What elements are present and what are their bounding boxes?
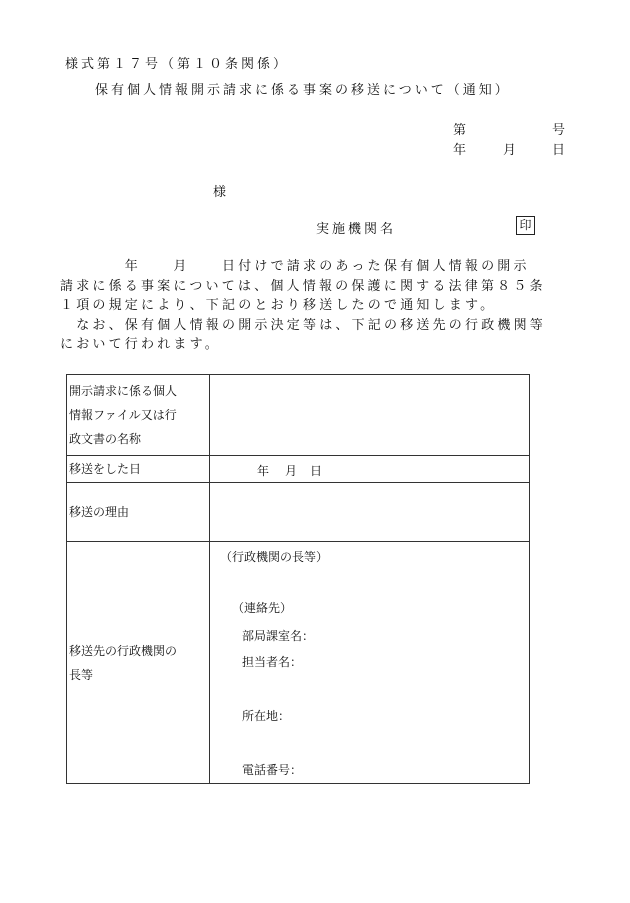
value-transfer-date xyxy=(210,456,530,483)
label-line: 情報ファイル又は行 xyxy=(69,408,177,422)
phone-label: 電話番号： xyxy=(242,763,303,777)
person-in-charge-label: 担当者名： xyxy=(242,655,303,669)
number-prefix: 第 xyxy=(453,123,467,138)
form-number: 様式第１７号（第１０条関係） xyxy=(65,57,290,72)
table-row-document-name xyxy=(67,375,530,456)
transfer-date-month: 月 xyxy=(285,464,298,478)
label-transfer-reason: 移送の理由 xyxy=(67,483,210,542)
table-row-transfer-reason xyxy=(67,483,530,542)
label-line: 政文書の名称 xyxy=(69,432,142,446)
body-paragraph xyxy=(60,257,565,355)
document-number-line xyxy=(453,119,566,138)
seal-mark: 印 xyxy=(516,216,535,235)
transfer-date-day: 日 xyxy=(310,464,323,478)
number-suffix: 号 xyxy=(552,123,566,138)
label-line: 移送先の行政機関の xyxy=(69,643,178,658)
body-line: において行われます。 xyxy=(60,337,221,352)
label-line: 長等 xyxy=(69,667,94,682)
address-label: 所在地： xyxy=(242,709,291,723)
agency-name-label: 実施機関名 xyxy=(316,222,397,237)
destination-head-label: （行政機関の長等） xyxy=(220,550,329,564)
body-line: 請求に係る事案については、個人情報の保護に関する法律第８５条 xyxy=(60,278,546,294)
document-title: 保有個人情報開示請求に係る事案の移送について（通知） xyxy=(95,83,511,98)
label-transfer-date: 移送をした日 xyxy=(67,456,210,483)
body-line: 年 月 日付けで請求のあった保有個人情報の開示 xyxy=(60,259,530,274)
issue-date-year: 年 xyxy=(453,143,467,158)
label-destination-agency xyxy=(67,542,210,784)
value-transfer-reason xyxy=(210,483,530,542)
value-document-name xyxy=(210,375,530,456)
contact-label: （連絡先） xyxy=(232,601,293,615)
label-document-name xyxy=(67,375,210,456)
value-destination-agency xyxy=(210,542,530,784)
body-line: なお、保有個人情報の開示決定等は、下記の移送先の行政機関等 xyxy=(60,317,547,333)
addressee-suffix: 様 xyxy=(213,185,227,200)
body-line: １項の規定により、下記のとおり移送したので通知します。 xyxy=(60,298,497,313)
transfer-details-table xyxy=(66,374,530,784)
table-row-destination-agency xyxy=(67,542,530,784)
table-row-transfer-date xyxy=(67,456,530,483)
issue-date-day: 日 xyxy=(552,143,566,158)
issue-date-month: 月 xyxy=(503,143,517,158)
transfer-date-year: 年 xyxy=(257,464,270,478)
label-line: 開示請求に係る個人 xyxy=(69,384,178,398)
department-label: 部局課室名： xyxy=(242,629,315,643)
